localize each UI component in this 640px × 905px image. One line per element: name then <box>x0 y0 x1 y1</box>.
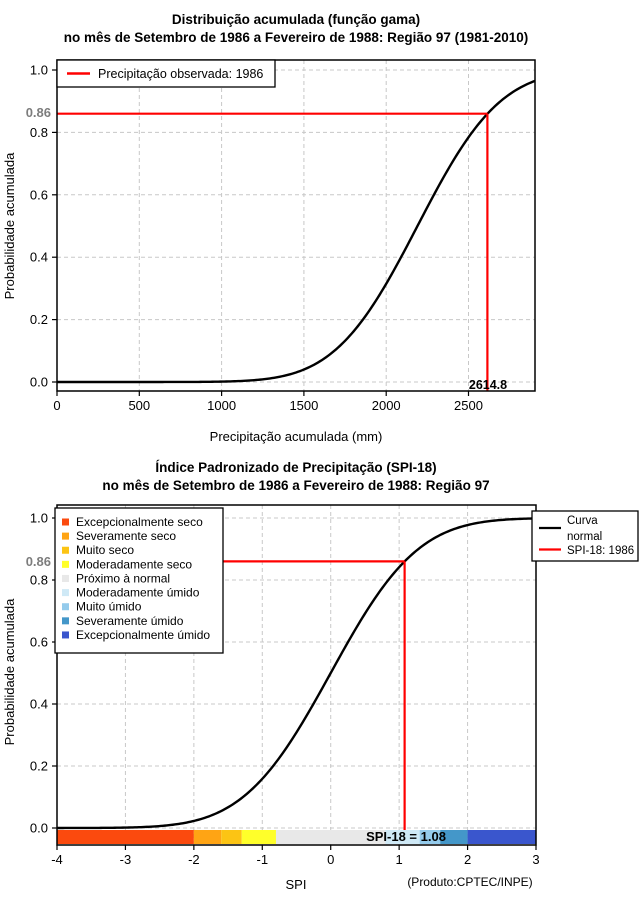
spi-category-segment <box>57 830 194 844</box>
top-ref-precipitation-label: 2614.8 <box>468 378 508 392</box>
top-axis-ticks <box>30 63 483 414</box>
category-label: Muito úmido <box>76 599 142 614</box>
spi-cdf-chart <box>2 460 638 892</box>
bottom-right-legend <box>532 511 638 561</box>
x-axis-tick-label: 1 <box>395 852 403 867</box>
category-label: Excepcionalmente úmido <box>76 627 211 642</box>
x-axis-tick-label: 1500 <box>289 398 319 413</box>
x-axis-tick-label: 3 <box>532 852 540 867</box>
spi-category-legend <box>55 508 223 653</box>
spi-category-segment <box>468 830 536 844</box>
observed-precipitation-legend-label: Precipitação observada: 1986 <box>98 67 264 81</box>
category-swatch <box>62 519 69 526</box>
cdf-curve <box>57 81 535 382</box>
x-axis-tick-label: -2 <box>188 852 200 867</box>
gamma-cdf-chart <box>2 12 535 444</box>
category-swatch <box>62 603 69 610</box>
spi-1986-legend-label: SPI-18: 1986 <box>567 545 635 557</box>
y-axis-tick-label: 0.4 <box>29 249 48 265</box>
x-axis-tick-label: -3 <box>119 852 132 867</box>
y-axis-tick-label: 0.0 <box>29 820 48 836</box>
y-axis-tick-label: 0.2 <box>29 312 48 328</box>
y-axis-tick-label: 1.0 <box>29 510 48 526</box>
category-label: Próximo à normal <box>76 571 171 586</box>
spi-category-segment <box>221 830 242 844</box>
category-label: Moderadamente úmido <box>76 585 200 600</box>
bottom-y-axis-label: Probabilidade acumulada <box>2 598 17 746</box>
category-swatch <box>62 533 69 540</box>
x-axis-tick-label: 0 <box>53 398 61 413</box>
top-ref-probability-label: 0.86 <box>25 105 51 120</box>
top-chart-title: Distribuição acumulada (função gama) <box>171 12 421 27</box>
bottom-ref-probability-label: 0.86 <box>25 554 51 569</box>
x-axis-tick-label: -4 <box>51 852 63 867</box>
y-axis-tick-label: 0.8 <box>29 572 48 588</box>
top-legend <box>57 60 275 87</box>
normal-curve-legend-label-line2: normal <box>567 531 603 543</box>
top-reference-lines <box>57 114 487 391</box>
y-axis-tick-label: 0.6 <box>29 634 48 650</box>
category-label: Severamente úmido <box>76 613 184 628</box>
category-swatch <box>62 575 69 582</box>
category-label: Severamente seco <box>76 529 177 544</box>
x-axis-tick-label: 500 <box>128 398 151 413</box>
top-plot-border <box>57 60 535 391</box>
bottom-x-axis-label: SPI <box>285 877 307 892</box>
y-axis-tick-label: 0.6 <box>29 187 48 203</box>
top-gridlines <box>57 60 535 391</box>
y-axis-tick-label: 0.2 <box>29 758 48 774</box>
product-credit: (Produto:CPTEC/INPE) <box>407 875 533 889</box>
category-label: Excepcionalmente seco <box>76 515 203 529</box>
category-swatch <box>62 617 69 624</box>
category-swatch <box>62 547 69 554</box>
category-label: Moderadamente seco <box>76 557 193 572</box>
category-swatch <box>62 589 69 596</box>
x-axis-tick-label: 2 <box>463 852 472 867</box>
gamma-cdf-curve-group <box>57 81 535 382</box>
y-axis-tick-label: 0.4 <box>29 696 48 712</box>
y-axis-tick-label: 0.8 <box>29 124 48 140</box>
x-axis-tick-label: 0 <box>327 852 335 867</box>
top-y-axis-label: Probabilidade acumulada <box>2 152 17 300</box>
spi-category-segment <box>194 830 221 844</box>
y-axis-tick-label: 1.0 <box>29 62 48 78</box>
x-axis-tick-label: 2000 <box>371 398 401 413</box>
category-swatch <box>62 561 69 568</box>
top-chart-subtitle: no mês de Setembro de 1986 a Fevereiro de 1988: Região 97 (1981-2010) <box>63 30 529 45</box>
x-axis-tick-label: -1 <box>256 852 269 867</box>
x-axis-tick-label: 1000 <box>207 398 237 413</box>
spi-category-colorbar <box>57 830 536 844</box>
x-axis-tick-label: 2500 <box>454 398 483 413</box>
category-swatch <box>62 631 69 638</box>
normal-curve-legend-label-line1: Curva <box>567 515 598 527</box>
bottom-chart-title: Índice Padronizado de Precipitação (SPI-18) <box>155 460 437 475</box>
spi-category-segment <box>242 830 276 844</box>
y-axis-tick-label: 0.0 <box>29 374 48 390</box>
spi-value-annotation: SPI-18 = 1.08 <box>366 829 446 844</box>
top-x-axis-label: Precipitação acumulada (mm) <box>209 429 383 444</box>
category-label: Muito seco <box>76 543 135 558</box>
bottom-chart-subtitle: no mês de Setembro de 1986 a Fevereiro de 1988: Região 97 <box>102 478 490 493</box>
